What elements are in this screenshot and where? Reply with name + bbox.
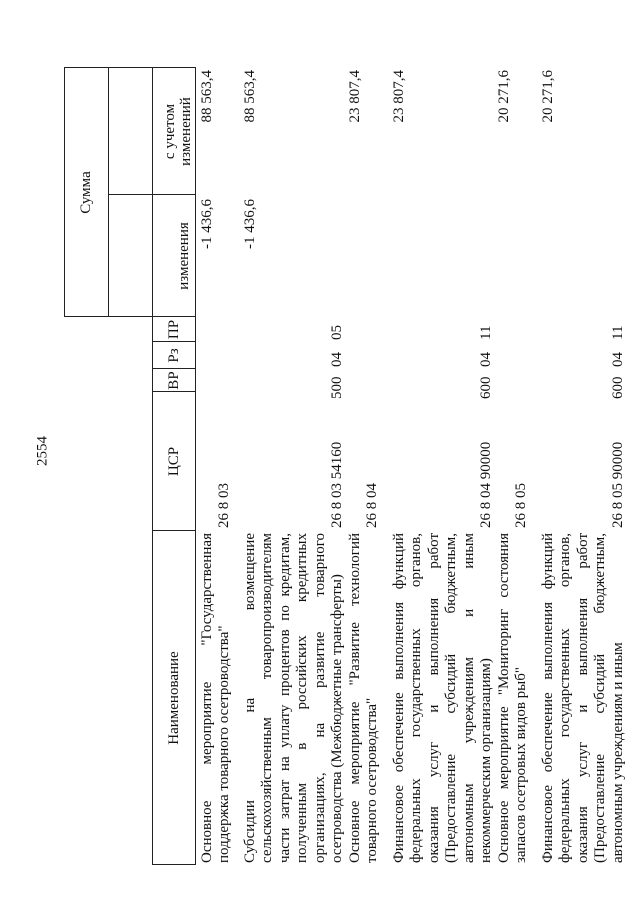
row-name-line: поддержка товарного осетроводства" xyxy=(216,625,233,863)
row-total: 20 271,6 xyxy=(540,70,556,123)
row-rz: 04 xyxy=(609,352,626,367)
page-number-box xyxy=(32,433,54,469)
row-total: 23 807,4 xyxy=(391,70,407,123)
row-csr: 26 8 04 90000 xyxy=(478,441,494,528)
header-changes: изменения xyxy=(176,222,192,290)
row-csr: 26 8 05 xyxy=(513,483,530,528)
header-vr: ВР xyxy=(166,371,182,390)
row-csr: 26 8 03 xyxy=(216,483,233,528)
row-vr: 600 xyxy=(478,376,494,399)
table-row xyxy=(242,533,346,863)
table-row xyxy=(540,533,627,863)
header-sum: Сумма xyxy=(78,171,94,214)
row-name-line: федеральных государственных органов, xyxy=(557,533,574,863)
row-rz: 04 xyxy=(329,352,345,367)
row-change: -1 436,6 xyxy=(242,199,258,249)
row-change: -1 436,6 xyxy=(199,199,215,249)
row-name-line: части затрат на уплату процентов по кредитам, xyxy=(276,533,293,863)
row-rz: 04 xyxy=(478,352,494,367)
row-name-line: Основное мероприятие "Мониторинг состояния xyxy=(496,533,512,863)
row-name-line: Основное мероприятие "Государственная xyxy=(199,533,215,863)
row-name-line: товарного осетроводства" xyxy=(364,697,381,863)
row-name-line: автономным учреждениям и иным xyxy=(460,533,477,863)
header-csr: ЦСР xyxy=(166,446,182,477)
row-name-line: осетроводства (Межбюджетные трансферты) xyxy=(329,574,346,863)
row-pr: 05 xyxy=(329,325,345,340)
row-name-line: организациях, на развитие товарного xyxy=(311,533,328,863)
row-pr: 11 xyxy=(478,325,494,340)
row-total: 88 563,4 xyxy=(199,70,215,123)
row-name-line: автономным учреждениям и иным xyxy=(609,642,626,863)
row-csr: 26 8 05 90000 xyxy=(609,441,626,528)
header-pr: ПР xyxy=(166,319,182,340)
header-name: Наименование xyxy=(166,651,182,745)
row-name-line: полученным в российских кредитных xyxy=(294,533,311,863)
table-row xyxy=(199,533,234,863)
table-row xyxy=(496,533,531,863)
table-row xyxy=(347,533,382,863)
row-total: 23 807,4 xyxy=(347,70,363,123)
row-csr: 26 8 03 54160 xyxy=(329,441,345,528)
table-row xyxy=(391,533,495,863)
row-name-line: Финансовое обеспечение выполнения функций xyxy=(391,533,407,863)
row-name-line: федеральных государственных органов, xyxy=(408,533,425,863)
row-name-line: Основное мероприятие "Развитие технологий xyxy=(347,533,363,863)
row-name-line: оказания услуг и выполнения работ xyxy=(574,533,591,863)
row-pr: 11 xyxy=(609,325,626,340)
page-number: 2554 xyxy=(34,436,51,466)
row-name-line: Субсидии на возмещение xyxy=(242,533,258,863)
row-csr: 26 8 04 xyxy=(364,483,381,528)
header-with-changes: с учетом изменений xyxy=(162,97,194,166)
budget-table xyxy=(62,45,626,885)
row-name-line: оказания услуг и выполнения работ xyxy=(425,533,442,863)
row-name-line: запасов осетровых видов рыб" xyxy=(513,667,530,863)
row-vr: 600 xyxy=(609,376,626,399)
header-rz: Рз xyxy=(166,348,182,363)
row-name-line: сельскохозяйственным товаропроизводителям xyxy=(259,533,276,863)
row-vr: 500 xyxy=(329,376,345,399)
row-name-line: (Предоставление субсидий бюджетным, xyxy=(443,533,460,863)
row-total: 88 563,4 xyxy=(242,70,258,123)
row-name-line: Финансовое обеспечение выполнения функций xyxy=(540,533,556,863)
row-total: 20 271,6 xyxy=(496,70,512,123)
row-name-line: некоммерческим организациям) xyxy=(478,658,495,863)
row-name-line: (Предоставление субсидий бюджетным, xyxy=(592,533,609,863)
